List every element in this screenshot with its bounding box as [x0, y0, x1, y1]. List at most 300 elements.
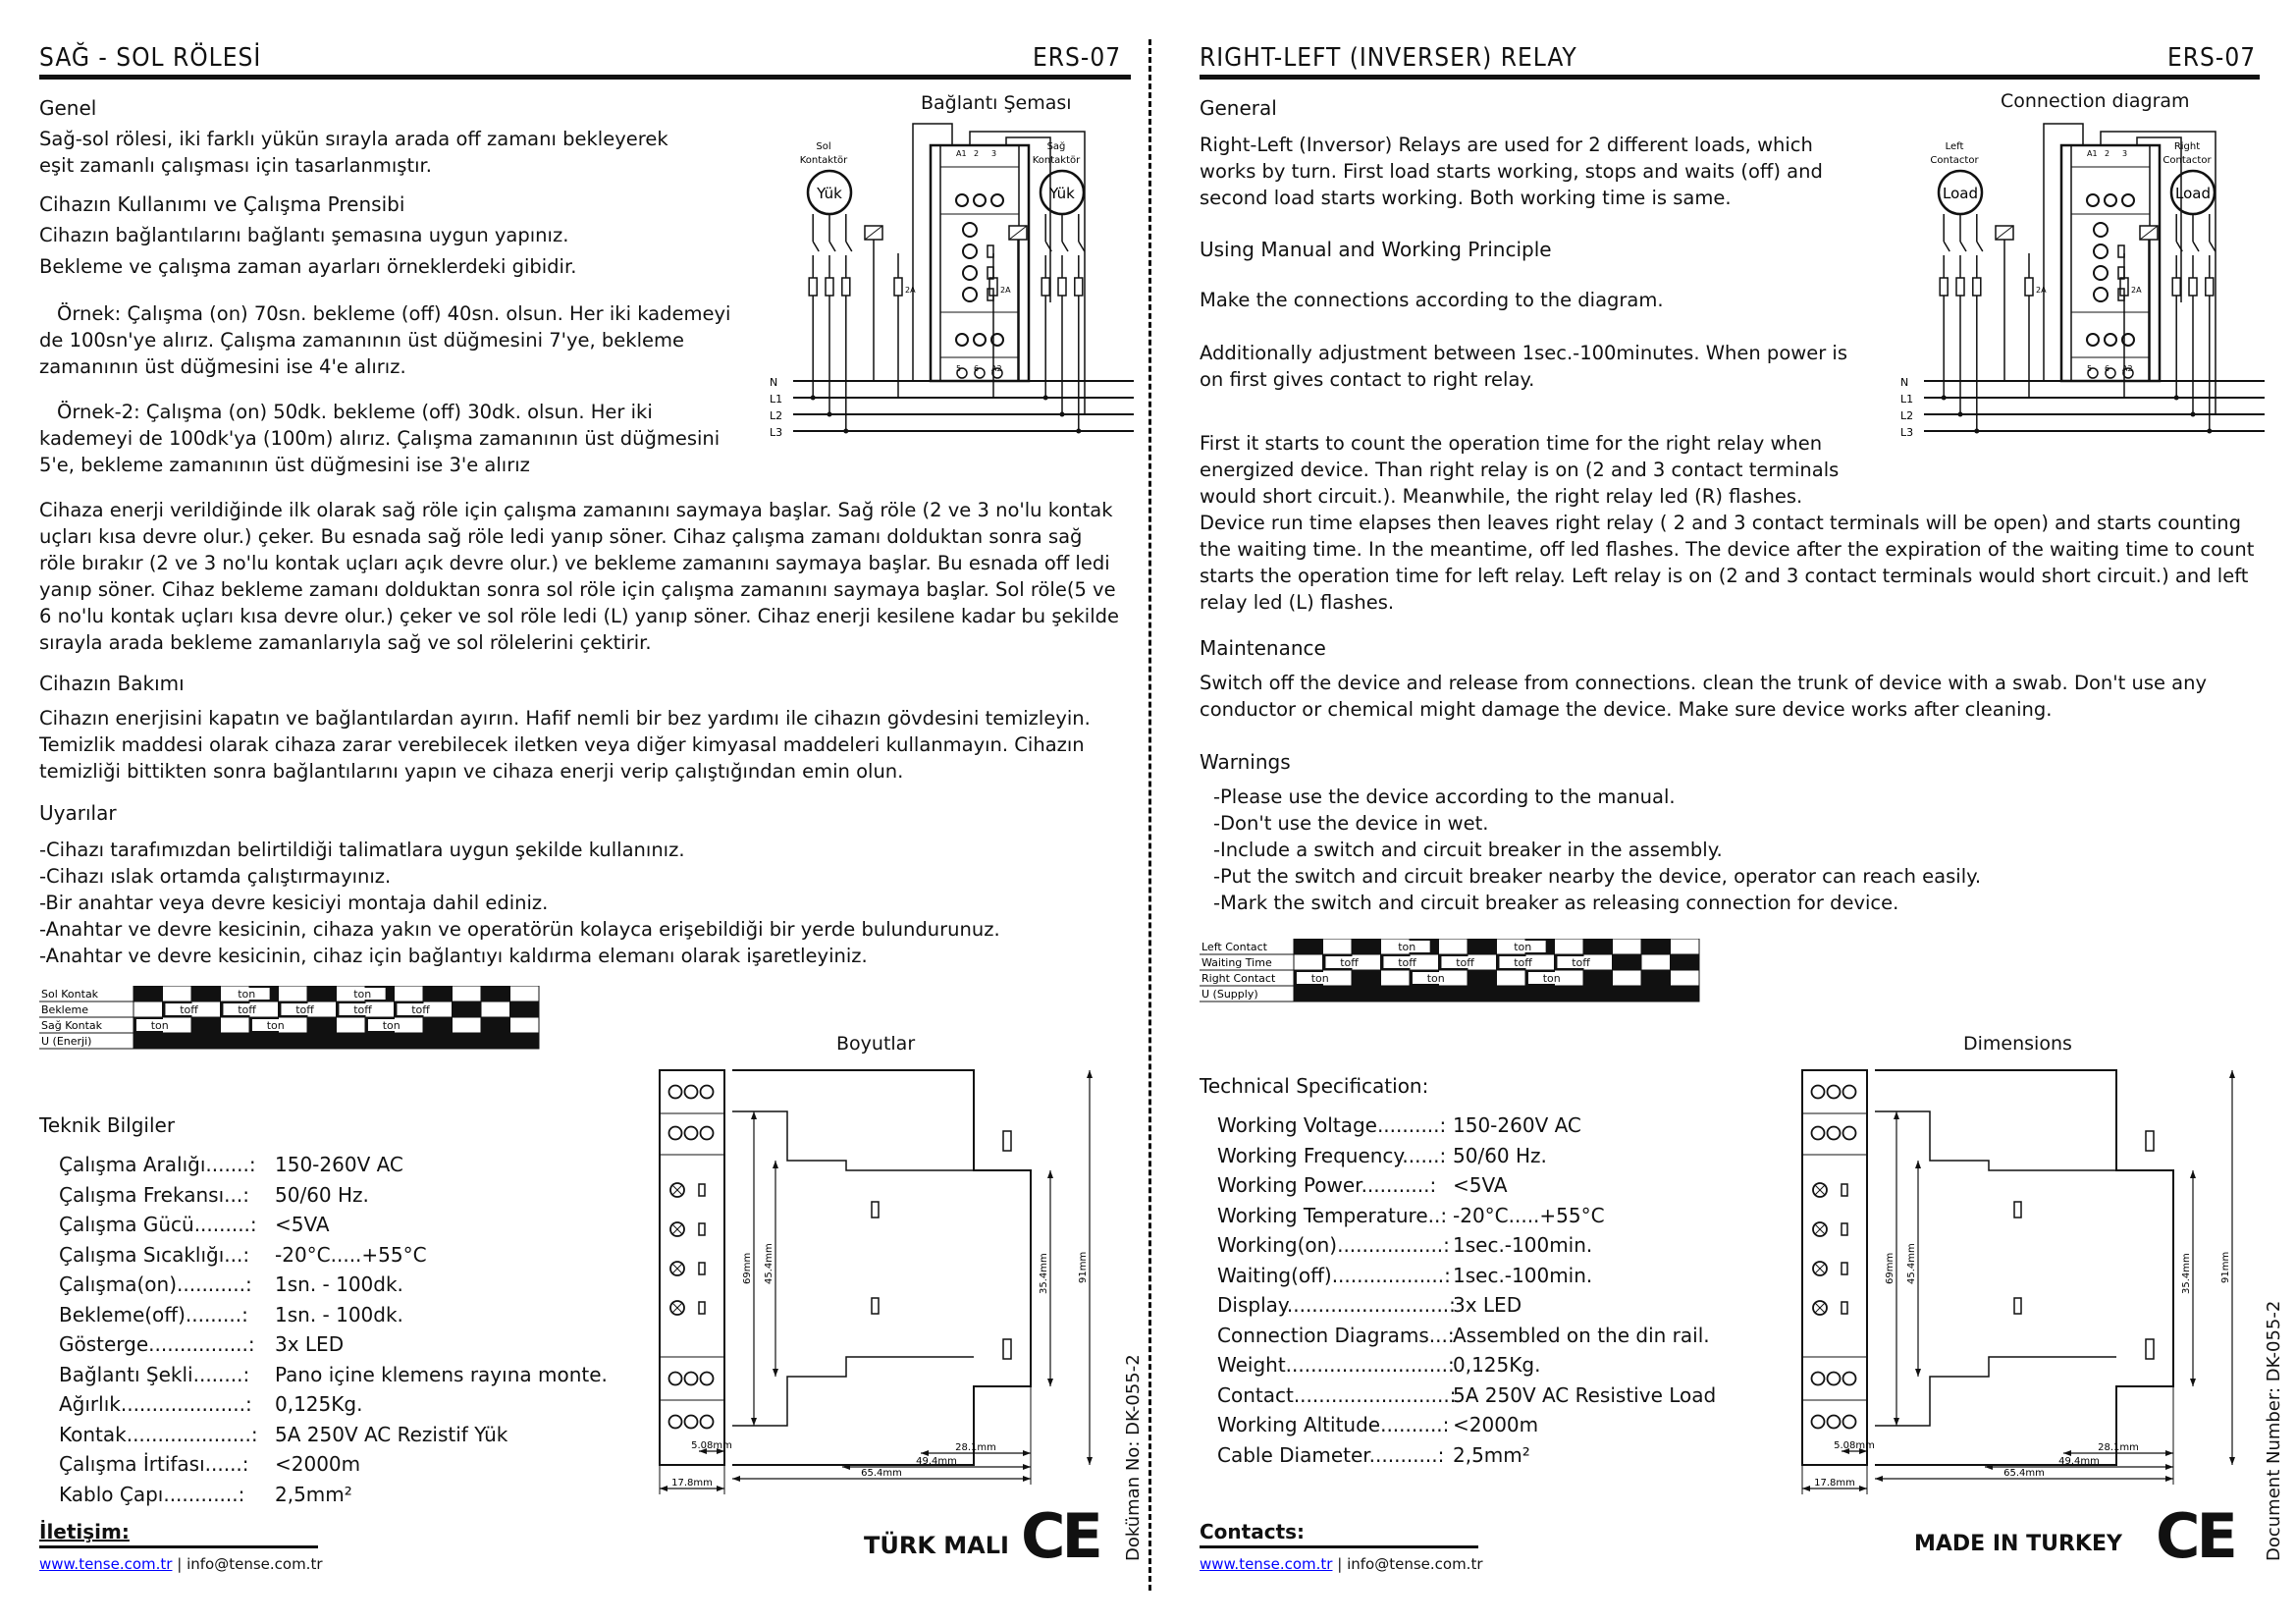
dimension-label: 17.8mm: [671, 1478, 713, 1489]
phase-label: L3: [770, 426, 783, 439]
warning-item: -Please use the device according to the manual.: [1213, 785, 1676, 808]
left-general-text: Sağ-sol rölesi, iki farklı yükün sırayla arada off zamanı bekleyerek eşit zamanlı çalışması için tasarlanmıştır.: [39, 128, 668, 177]
left-maint-text: Cihazın enerjisini kapatın ve bağlantılardan ayırın. Hafif nemli bir bez yardımı ile cihazın gövdesini temizleyin. Temizlik maddesi olarak cihaza zarar verebilecek iletken veya diğer kimyasal maddeleri kullanmayın. Cihazın temizliği bittikten sonra bağlantılarını yapın ve cihaza enerji verip çalıştığından emin olun.: [39, 707, 1091, 783]
timeline-cell: [1410, 986, 1439, 1001]
warning-item: -Anahtar ve devre kesicinin, cihaz için bağlantıyı kaldırma elemanı olarak işaretleyiniz.: [39, 945, 868, 967]
spec-label: Çalışma İrtifası......:: [59, 1452, 249, 1476]
timeline-ton-label: ton: [1426, 972, 1445, 985]
right-operation-text1: First it starts to count the operation time for the right relay when energized device. Than right relay is on (2 and 3 contact terminals would short circuit.). Meanwhile, the right relay led (R) flashes.: [1200, 432, 1840, 508]
timeline-cell: [1468, 939, 1497, 954]
left-example2: [39, 399, 746, 478]
arrow-icon: [1894, 1418, 1899, 1426]
timeline-cell: [1352, 939, 1381, 954]
load-label: Yük: [817, 185, 842, 202]
phase-label: L1: [1900, 393, 1914, 406]
timeline-ton-label: ton: [150, 1019, 169, 1032]
slot-icon: [2014, 1202, 2021, 1218]
right-dims-title: Dimensions: [1963, 1033, 2072, 1055]
phase-label: N: [770, 376, 778, 389]
junction-dot: [1958, 412, 1963, 417]
timeline-cell: [1641, 986, 1671, 1001]
contact-switch-icon: [1079, 242, 1085, 251]
arrow-icon: [1023, 1450, 1031, 1456]
timeline-cell: [453, 1033, 482, 1049]
timeline-cell: [191, 1017, 221, 1033]
left-example1: [39, 300, 736, 380]
contact-switch-icon: [1960, 242, 1966, 251]
spec-value: -20°C.....+55°C: [275, 1242, 427, 1267]
arrow-icon: [717, 1486, 724, 1491]
wire: [825, 116, 988, 145]
timeline-ton-label: ton: [238, 988, 256, 1001]
spec-label: Ağırlık....................:: [59, 1392, 252, 1416]
phase-label: N: [1900, 376, 1909, 389]
timeline-toff-label: toff: [295, 1003, 314, 1016]
dimension-label: 28.1mm: [2098, 1442, 2139, 1453]
right-dimension-drawing: [1792, 1062, 2254, 1494]
timeline-cell: [1352, 970, 1381, 986]
timeline-cell: [1613, 986, 1642, 1001]
right-general-heading: General: [1200, 96, 1277, 120]
timeline-ton-label: ton: [353, 988, 372, 1001]
left-general-heading: Genel: [39, 96, 97, 120]
latch-icon: [1003, 1339, 1011, 1359]
contact-switch-icon: [2210, 242, 2216, 251]
timeline-cell: [1555, 986, 1584, 1001]
arrow-icon: [1087, 1070, 1093, 1078]
junction-dot: [2207, 429, 2212, 434]
right-contact-links: www.tense.com.tr | info@tense.com.tr: [1200, 1555, 1483, 1573]
timeline-ton-label: ton: [1514, 941, 1532, 953]
spec-label: Bağlantı Şekli........:: [59, 1362, 250, 1386]
right-connection-diagram: [1887, 116, 2269, 489]
terminal-label: 6: [974, 364, 980, 373]
left-usage-line2: Bekleme ve çalışma zaman ayarları örneklerdeki gibidir.: [39, 255, 577, 278]
slot-icon: [2014, 1298, 2021, 1314]
fuse-icon: [842, 278, 850, 296]
timeline-cell: [1613, 970, 1642, 986]
right-title: RIGHT-LEFT (INVERSER) RELAY: [1200, 43, 1577, 73]
terminal-label: 3: [991, 149, 997, 158]
timeline-cell: [1583, 986, 1613, 1001]
timeline-cell: [307, 1017, 337, 1033]
timeline-cell: [307, 1033, 337, 1049]
timeline-cell: [395, 986, 424, 1001]
right-timing-chart: [1200, 939, 1749, 1005]
dimension-label: 35.4mm: [2181, 1253, 2192, 1294]
left-operation-text: Cihaza enerji verildiğinde ilk olarak sağ röle için çalışma zamanını saymaya başlar. Sağ röle (2 ve 3 no'lu kontak uçları kısa devre olur.) çeker. Bu esnada sağ röle ledi yanıp söner. Cihaz çalışma zamanı dolduktan sonra sağ röle bırakır (2 ve 3 no'lu kontak uçları açık devre olur.) ve bekleme zamanını saymaya başlar. Bu esnada off ledi yanıp söner. Cihaz bekleme zamanı dolduktan sonra sol röle için çalışma zamanını saymaya başlar. Sol röle(5 ve 6 no'lu kontak uçları kısa devre olur.) çeker ve sol röle ledi (L) yanıp söner. Cihaz enerji kesilene kadar bu şekilde sırayla arada bekleme zamanlarıyla sağ ve sol rölelerini çektirir.: [39, 499, 1119, 654]
dimension-label: 49.4mm: [2058, 1456, 2100, 1467]
spec-value: <2000m: [1453, 1413, 1539, 1436]
timeline-ton-label: ton: [382, 1019, 400, 1032]
timeline-cell: [1613, 954, 1642, 970]
dimension-label: 65.4mm: [861, 1468, 902, 1479]
arrow-icon: [660, 1486, 667, 1491]
timeline-toff-label: toff: [353, 1003, 372, 1016]
left-dims-title: Boyutlar: [836, 1033, 916, 1055]
timeline-cell: [1497, 970, 1526, 986]
arrow-icon: [2190, 1170, 2196, 1178]
spec-label: Çalışma(on)...........:: [59, 1272, 252, 1296]
contactor-label: Right: [2173, 141, 2201, 152]
timeline-cell: [163, 1033, 192, 1049]
timeline-cell: [1671, 954, 1700, 970]
arrow-icon: [1023, 1476, 1031, 1482]
spec-value: Assembled on the din rail.: [1453, 1323, 1710, 1347]
phase-label: L2: [770, 409, 783, 422]
timeline-cell: [1583, 939, 1613, 954]
timeline-cell: [510, 1033, 540, 1049]
spec-value: <5VA: [1453, 1173, 1508, 1197]
fuse-icon: [1956, 278, 1964, 296]
contact-switch-icon: [1944, 242, 1949, 251]
dimension-label: 69mm: [1885, 1252, 1896, 1284]
spec-value: 0,125Kg.: [1453, 1353, 1541, 1377]
left-usage-line1: Cihazın bağlantılarını bağlantı şemasına uygun yapınız.: [39, 224, 569, 246]
terminal-label: A1: [956, 149, 967, 158]
spec-value: 50/60 Hz.: [1453, 1143, 1547, 1167]
terminal-label: A1: [2087, 149, 2098, 158]
dimension-label: 91mm: [1078, 1251, 1089, 1283]
spec-label: Connection Diagrams...:: [1217, 1323, 1455, 1347]
fuse-icon: [809, 278, 817, 296]
timeline-cell: [1671, 939, 1700, 954]
fuse-icon: [1940, 278, 1948, 296]
left-warn-heading: Uyarılar: [39, 801, 117, 825]
timeline-cell: [423, 1017, 453, 1033]
arrow-icon: [1859, 1486, 1867, 1491]
spec-value: <2000m: [275, 1452, 361, 1476]
contactor-label: Sol: [816, 141, 831, 152]
arrow-icon: [2165, 1464, 2173, 1470]
spec-label: Çalışma Sıcaklığı...:: [59, 1242, 250, 1267]
junction-dot: [1974, 429, 1979, 434]
slot-icon: [872, 1298, 879, 1314]
fuse-label: 2A: [1000, 286, 1011, 295]
timeline-cell: [481, 986, 510, 1001]
left-dimension-drawing: [650, 1062, 1111, 1494]
dimension-label: 35.4mm: [1039, 1253, 1049, 1294]
contact-switch-icon: [813, 242, 819, 251]
timeline-toff-label: toff: [1456, 956, 1474, 969]
side-view-profile: [732, 1357, 974, 1426]
timeline-cell: [337, 1017, 366, 1033]
dimension-label: 45.4mm: [764, 1243, 774, 1284]
junction-dot: [2191, 412, 2196, 417]
dimension-label: 91mm: [2220, 1251, 2231, 1283]
dimension-label: 17.8mm: [1814, 1478, 1855, 1489]
contactor-label: Contactor: [2163, 155, 2212, 166]
right-operation-text2: Device run time elapses then leaves right relay ( 2 and 3 contact terminals will be open) and starts counting the waiting time. In the meantime, off led flashes. The device after the expiration of the waiting time to count starts the operation time for left relay. Left relay is on (2 and 3 contact terminals would short circuit.) and left relay led (L) flashes.: [1200, 512, 2255, 614]
left-schema-title: Bağlantı Şeması: [921, 92, 1072, 114]
spec-label: Contact.........................:: [1217, 1382, 1457, 1407]
arrow-icon: [2165, 1476, 2173, 1482]
dimension-label: 28.1mm: [955, 1442, 996, 1453]
contact-switch-icon: [829, 242, 835, 251]
timeline-toff-label: toff: [411, 1003, 430, 1016]
arrow-icon: [2190, 1379, 2196, 1386]
fuse-icon: [826, 278, 833, 296]
timeline-toff-label: toff: [238, 1003, 256, 1016]
spec-value: 150-260V AC: [275, 1153, 403, 1176]
slot-icon: [872, 1202, 879, 1218]
warning-item: -Cihazı ıslak ortamda çalıştırmayınız.: [39, 865, 392, 888]
fuse-icon: [1058, 278, 1066, 296]
timeline-cell: [279, 1033, 308, 1049]
spec-value: 1sn. - 100dk.: [275, 1272, 403, 1296]
email-text[interactable]: info@tense.com.tr: [1347, 1555, 1483, 1573]
spec-value: 1sec.-100min.: [1453, 1233, 1593, 1257]
phase-label: L1: [770, 393, 783, 406]
dimension-label: 45.4mm: [1906, 1243, 1917, 1284]
timeline-label: U (Supply): [1201, 988, 1258, 1001]
left-example1-text: Çalışma (on) 70sn. bekleme (off) 40sn. olsun. Her iki kademeyi de 100sn'ye alırız. Çalışma zamanının üst düğmesini 7'ye, bekleme zamanının üst düğmesini ise 4'e alırız.: [39, 302, 731, 378]
timeline-toff-label: toff: [1398, 956, 1416, 969]
timeline-cell: [337, 1033, 366, 1049]
fuse-label: 2A: [2036, 286, 2047, 295]
timeline-cell: [1555, 939, 1584, 954]
arrow-icon: [1894, 1111, 1899, 1119]
timeline-cell: [395, 1033, 424, 1049]
right-code: ERS-07: [2167, 43, 2257, 73]
spec-value: 2,5mm²: [275, 1482, 352, 1506]
email-text[interactable]: info@tense.com.tr: [187, 1555, 323, 1573]
right-warnings-list: [1213, 784, 2254, 916]
contactor-label: Kontaktör: [1032, 155, 1081, 166]
contact-switch-icon: [1977, 242, 1983, 251]
spec-value: 2,5mm²: [1453, 1442, 1530, 1467]
timeline-cell: [1294, 986, 1323, 1001]
arrow-icon: [1087, 1457, 1093, 1465]
timeline-cell: [133, 1033, 163, 1049]
arrow-icon: [1047, 1170, 1053, 1178]
timeline-cell: [510, 986, 540, 1001]
timeline-cell: [453, 986, 482, 1001]
spec-label: Working Power...........:: [1217, 1173, 1437, 1197]
left-contacts-rule: [39, 1545, 318, 1548]
timeline-label: Waiting Time: [1201, 956, 1272, 969]
left-code: ERS-07: [1033, 43, 1122, 73]
left-example1-label: Örnek:: [57, 302, 122, 325]
spec-value: 3x LED: [275, 1332, 345, 1356]
left-example2-label: Örnek-2:: [57, 401, 140, 423]
right-schema-title: Connection diagram: [2001, 90, 2190, 112]
spec-value: 0,125Kg.: [275, 1392, 363, 1416]
spec-label: Gösterge................:: [59, 1332, 255, 1356]
load-label: Yük: [1049, 185, 1075, 202]
arrow-icon: [1875, 1476, 1883, 1482]
timeline-label: Bekleme: [41, 1003, 88, 1016]
junction-dot: [811, 396, 816, 401]
timeline-cell: [307, 986, 337, 1001]
junction-dot: [828, 412, 832, 417]
timeline-label: Left Contact: [1201, 941, 1267, 953]
junction-dot: [1942, 396, 1947, 401]
timeline-cell: [249, 1033, 279, 1049]
spec-label: Working Temperature..:: [1217, 1203, 1448, 1227]
spec-label: Çalışma Aralığı.......:: [59, 1153, 256, 1176]
right-warn-heading: Warnings: [1200, 750, 1291, 774]
terminal-label: 2: [974, 149, 980, 158]
junction-dot: [843, 429, 848, 434]
terminal-label: A2: [991, 364, 1002, 373]
timeline-label: Sağ Kontak: [41, 1019, 102, 1032]
spec-label: Waiting(off)..................:: [1217, 1263, 1451, 1287]
right-document-number: Document Number: DK-055-2: [2264, 1300, 2284, 1561]
load-label: Load: [2175, 185, 2211, 202]
side-view-outline: [732, 1070, 1031, 1465]
timeline-cell: [191, 1033, 221, 1049]
spec-label: Weight..........................:: [1217, 1353, 1455, 1377]
spec-label: Working Voltage..........:: [1217, 1113, 1447, 1137]
arrow-icon: [732, 1476, 740, 1482]
right-contacts-heading: Contacts:: [1200, 1520, 1306, 1543]
spec-value: <5VA: [275, 1213, 330, 1236]
fuse-icon: [1075, 278, 1083, 296]
spec-label: Çalışma Frekansı...:: [59, 1182, 249, 1207]
timeline-cell: [1671, 986, 1700, 1001]
right-maint-text: Switch off the device and release from connections. clean the trunk of device with a swab. Don't use any conductor or chemical might damage the device. Make sure device works after cleaning.: [1200, 672, 2208, 721]
timeline-cell: [510, 1017, 540, 1033]
left-contact-links: www.tense.com.tr | info@tense.com.tr: [39, 1555, 323, 1573]
fuse-icon: [1973, 278, 1981, 296]
timeline-cell: [1468, 986, 1497, 1001]
timeline-toff-label: toff: [1572, 956, 1590, 969]
terminal-label: 6: [2105, 364, 2110, 373]
left-document-number: Doküman No: DK-055-2: [1123, 1354, 1144, 1561]
spec-value: 3x LED: [1453, 1293, 1522, 1317]
spec-value: 1sn. - 100dk.: [275, 1302, 403, 1326]
timeline-grid: [39, 986, 539, 1049]
timeline-cell: [133, 986, 163, 1001]
left-contacts-heading: İletişim:: [39, 1520, 130, 1543]
arrow-icon: [2229, 1070, 2235, 1078]
right-title-rule: [1200, 75, 2260, 80]
load-label: Load: [1943, 185, 1978, 202]
timeline-cell: [481, 1017, 510, 1033]
arrow-icon: [751, 1111, 757, 1119]
timeline-toff-label: toff: [1514, 956, 1532, 969]
timeline-cell: [1294, 939, 1323, 954]
terminal-label: 3: [2122, 149, 2128, 158]
left-made-in: TÜRK MALI: [864, 1532, 1009, 1559]
dimension-label: 65.4mm: [2003, 1468, 2045, 1479]
right-tech-heading: Technical Specification:: [1200, 1074, 1429, 1098]
warning-item: -Don't use the device in wet.: [1213, 812, 1489, 835]
timeline-ton-label: ton: [1310, 972, 1329, 985]
spec-value: 5A 250V AC Resistive Load: [1453, 1382, 1717, 1407]
spec-label: Working Altitude..........:: [1217, 1413, 1450, 1436]
spec-label: Working Frequency......:: [1217, 1143, 1447, 1167]
timeline-cell: [221, 1017, 250, 1033]
fuse-icon: [2206, 278, 2214, 296]
dimension-label: 69mm: [742, 1252, 753, 1284]
junction-dot: [2174, 396, 2179, 401]
right-usage-line1: Make the connections according to the diagram.: [1200, 289, 1664, 311]
left-usage-heading: Cihazın Kullanımı ve Çalışma Prensibi: [39, 192, 405, 216]
arrow-icon: [2229, 1457, 2235, 1465]
spec-label: Kablo Çapı............:: [59, 1482, 245, 1506]
fuse-label: 2A: [2131, 286, 2142, 295]
left-connection-diagram: [756, 116, 1139, 489]
contactor-label: Contactor: [1930, 155, 1979, 166]
spec-label: Working(on).................:: [1217, 1233, 1450, 1257]
warning-item: -Mark the switch and circuit breaker as releasing connection for device.: [1213, 892, 1899, 914]
timeline-cell: [1381, 986, 1411, 1001]
wire: [1955, 116, 2118, 145]
left-tech-heading: Teknik Bilgiler: [39, 1113, 176, 1137]
spec-value: Pano içine klemens rayına monte.: [275, 1362, 608, 1386]
ce-mark-icon: CE: [1021, 1500, 1099, 1572]
side-view-outline: [1875, 1070, 2173, 1465]
contactor-label: Left: [1945, 141, 1964, 152]
timeline-label: U (Enerji): [41, 1035, 92, 1048]
timeline-cell: [481, 1033, 510, 1049]
side-view-profile: [1875, 1111, 2116, 1170]
side-view-profile: [732, 1111, 974, 1170]
arrow-icon: [1047, 1379, 1053, 1386]
terminal-label: 2: [2105, 149, 2110, 158]
website-link[interactable]: www.tense.com.tr: [1200, 1555, 1333, 1573]
left-maint-heading: Cihazın Bakımı: [39, 672, 185, 695]
timeline-cell: [1583, 970, 1613, 986]
spec-value: 50/60 Hz.: [275, 1182, 369, 1207]
fuse-icon: [2189, 278, 2197, 296]
fuse-label: 2A: [905, 286, 916, 295]
timeline-cell: [1439, 939, 1468, 954]
timeline-toff-label: toff: [180, 1003, 198, 1016]
left-warnings-list: [39, 837, 1119, 969]
fuse-icon: [894, 278, 902, 296]
latch-icon: [2146, 1131, 2154, 1151]
timeline-cell: [1468, 970, 1497, 986]
spec-value: 150-260V AC: [1453, 1113, 1581, 1137]
timeline-cell: [1497, 986, 1526, 1001]
timeline-cell: [1294, 954, 1323, 970]
contact-switch-icon: [1062, 242, 1068, 251]
contactor-label: Kontaktör: [799, 155, 848, 166]
timeline-ton-label: ton: [1398, 941, 1416, 953]
left-title-rule: [39, 75, 1131, 80]
timeline-cell: [1641, 970, 1671, 986]
arrow-icon: [2165, 1450, 2173, 1456]
arrow-icon: [773, 1369, 778, 1377]
warning-item: -Include a switch and circuit breaker in the assembly.: [1213, 839, 1723, 861]
right-usage-heading: Using Manual and Working Principle: [1200, 238, 1552, 261]
dimension-label: 49.4mm: [916, 1456, 957, 1467]
arrow-icon: [1915, 1161, 1921, 1168]
contact-switch-icon: [2193, 242, 2199, 251]
terminal-label: 5: [2087, 364, 2093, 373]
spec-value: 5A 250V AC Rezistif Yük: [275, 1422, 508, 1446]
timeline-cell: [1525, 986, 1555, 1001]
website-link[interactable]: www.tense.com.tr: [39, 1555, 173, 1573]
timeline-cell: [133, 1001, 163, 1017]
timeline-cell: [1641, 954, 1671, 970]
spec-label: Display..........................:: [1217, 1293, 1456, 1317]
fuse-icon: [2172, 278, 2180, 296]
right-made-in: MADE IN TURKEY: [1914, 1532, 2122, 1556]
timeline-grid: [1200, 939, 1699, 1001]
contact-switch-icon: [846, 242, 852, 251]
arrow-icon: [1802, 1486, 1810, 1491]
timeline-cell: [1323, 939, 1353, 954]
warning-item: -Put the switch and circuit breaker nearby the device, operator can reach easily.: [1213, 865, 1982, 888]
latch-icon: [1003, 1131, 1011, 1151]
timeline-cell: [453, 1001, 482, 1017]
left-example2-text: Çalışma (on) 50dk. bekleme (off) 30dk. olsun. Her iki kademeyi de 100dk'ya (100m) alırız. Çalışma zamanının üst düğmesini 5'e, bekleme zamanının üst düğmesini ise 3'e alırız: [39, 401, 721, 476]
warning-item: -Anahtar ve devre kesicinin, cihaza yakın ve operatörün kolayca erişebildiği bir yerde bulundurunuz.: [39, 918, 1000, 941]
